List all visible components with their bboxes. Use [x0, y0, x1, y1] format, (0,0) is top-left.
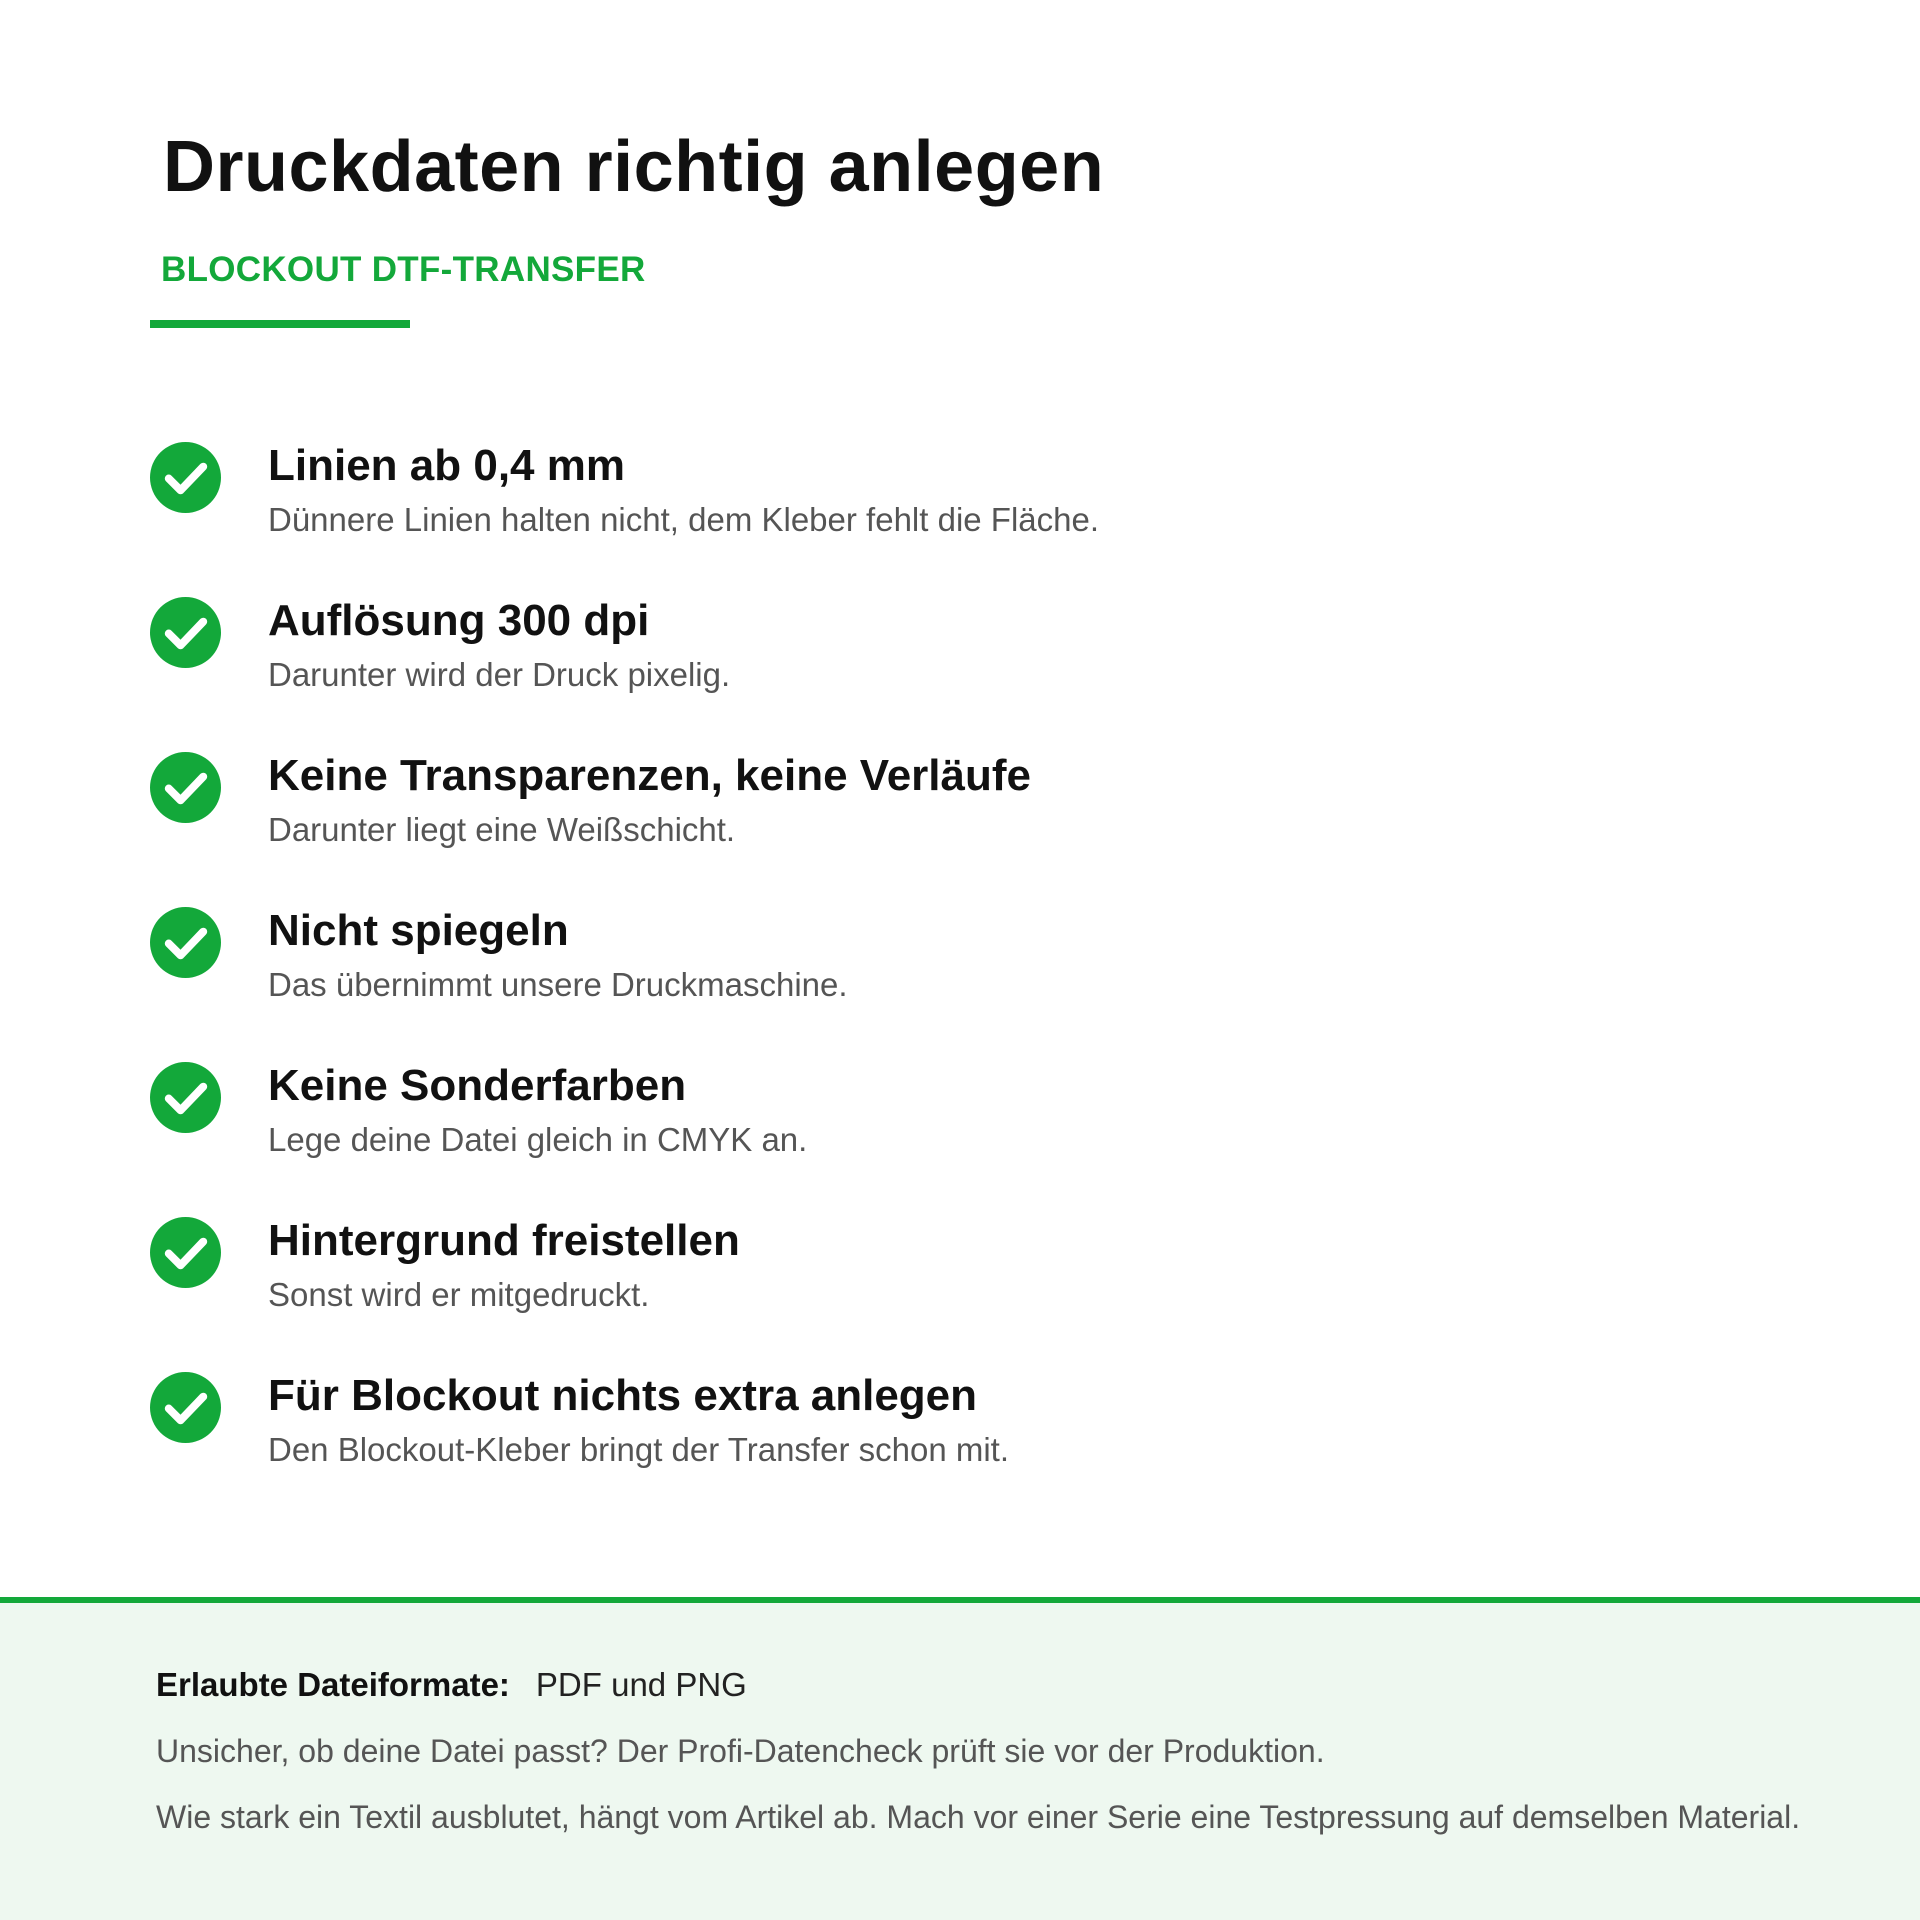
checklist-item-title: Keine Sonderfarben [268, 1061, 687, 1110]
checklist-item [150, 440, 1750, 595]
checklist-item-description: Lege deine Datei gleich in CMYK an. [268, 1121, 808, 1158]
data-check-note: Unsicher, ob deine Datei passt? Der Profi-Datencheck prüft sie vor der Produktion. [156, 1733, 1325, 1769]
subtitle-underline [150, 320, 410, 328]
file-formats-label: Erlaubte Dateiformate: [156, 1666, 510, 1703]
checklist-item-description: Das übernimmt unsere Druckmaschine. [268, 966, 848, 1003]
file-formats-value: PDF und PNG [535, 1666, 747, 1703]
checklist-item-title: Für Blockout nichts extra anlegen [268, 1371, 978, 1420]
checklist-item [150, 1060, 1750, 1215]
check-circle-icon [150, 1217, 221, 1288]
info-footer [0, 1597, 1920, 1920]
check-circle-icon [150, 1372, 221, 1443]
checklist-item-title: Nicht spiegeln [268, 906, 569, 955]
checklist-item-title: Auflösung 300 dpi [268, 596, 650, 645]
checklist-item-description: Dünnere Linien halten nicht, dem Kleber fehlt die Fläche. [268, 501, 1100, 538]
check-circle-icon [150, 1062, 221, 1133]
check-circle-icon [150, 907, 221, 978]
requirements-checklist [150, 440, 1750, 1525]
checklist-item-description: Darunter liegt eine Weißschicht. [268, 811, 736, 848]
page-title: Druckdaten richtig anlegen [163, 127, 1105, 207]
file-formats-row [156, 1665, 747, 1705]
check-circle-icon [150, 597, 221, 668]
checklist-item-description: Darunter wird der Druck pixelig. [268, 656, 731, 693]
checklist-item-description: Den Blockout-Kleber bringt der Transfer schon mit. [268, 1431, 1010, 1468]
check-circle-icon [150, 442, 221, 513]
checklist-item-description: Sonst wird er mitgedruckt. [268, 1276, 650, 1313]
test-press-note: Wie stark ein Textil ausblutet, hängt vom Artikel ab. Mach vor einer Serie eine Testpressung auf demselben Material. [156, 1799, 1801, 1835]
checklist-item [150, 1215, 1750, 1370]
checklist-item [150, 905, 1750, 1060]
checklist-item [150, 750, 1750, 905]
checklist-item-title: Hintergrund freistellen [268, 1216, 740, 1265]
checklist-item-title: Keine Transparenzen, keine Verläufe [268, 751, 1031, 800]
checklist-item [150, 595, 1750, 750]
checklist-item [150, 1370, 1750, 1525]
page-subtitle: BLOCKOUT DTF-TRANSFER [161, 250, 646, 289]
checklist-item-title: Linien ab 0,4 mm [268, 441, 625, 490]
check-circle-icon [150, 752, 221, 823]
